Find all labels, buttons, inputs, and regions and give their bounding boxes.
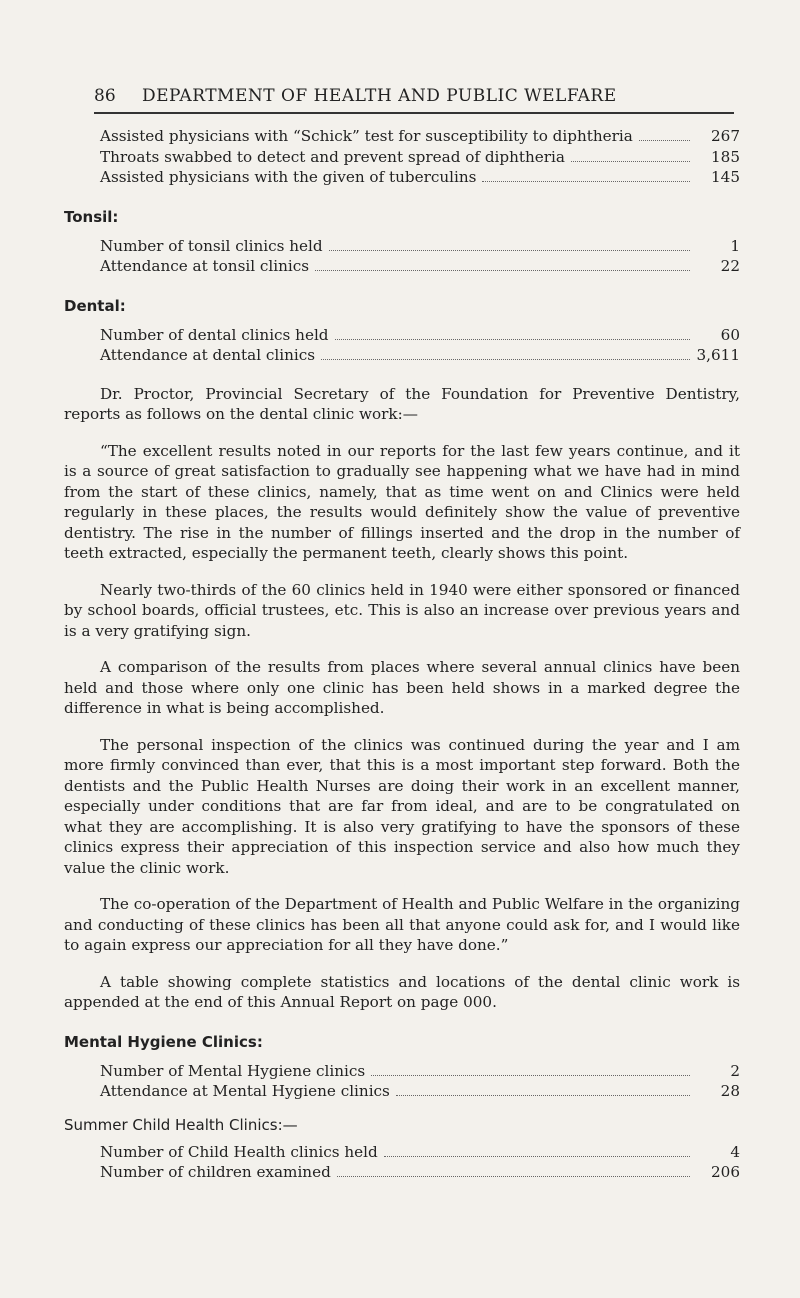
dot-leader bbox=[571, 161, 690, 162]
page-header bbox=[94, 86, 734, 114]
stat-value: 267 bbox=[711, 127, 740, 145]
stat-row bbox=[100, 167, 740, 188]
stat-label: Throats swabbed to detect and prevent spread of diphtheria bbox=[100, 147, 565, 166]
stat-label: Attendance at dental clinics bbox=[100, 346, 316, 364]
tonsil-stats bbox=[64, 236, 740, 277]
body-paragraph: “The excellent results noted in our reports for the last few years continue, and it is a source of great satisfaction to gradually see happening what we have had in mind from the start of these clinics, namely, that as time went on and Clinics were held regularly in these places, the results would definitely show the value of preventive dentistry. The rise in the number of fillings inserted and the drop in the number of teeth extracted, especially the permanent teeth, clearly shows this point. bbox=[64, 441, 740, 562]
dot-leader bbox=[337, 1176, 690, 1177]
section-heading-tonsil: Tonsil: bbox=[64, 207, 119, 226]
stat-row bbox=[100, 256, 740, 277]
stat-value: 60 bbox=[720, 325, 740, 344]
stat-row bbox=[100, 126, 740, 147]
stat-value: 1 bbox=[730, 236, 740, 255]
stat-value: 3,611 bbox=[696, 346, 740, 364]
stat-label: Assisted physicians with “Schick” test for susceptibility to diphtheria bbox=[100, 127, 633, 145]
page-body bbox=[64, 126, 740, 1183]
body-paragraph: The co-operation of the Department of Health and Public Welfare in the organizing and conducting of these clinics has been all that anyone could ask for, and I would like to again express our appreciation for all they have done.” bbox=[64, 895, 741, 954]
dot-leader bbox=[482, 181, 690, 182]
stat-value: 28 bbox=[720, 1082, 740, 1100]
stat-row bbox=[100, 236, 740, 257]
dot-leader bbox=[321, 359, 690, 360]
mental-hygiene-stats bbox=[64, 1061, 740, 1102]
stat-label: Attendance at tonsil clinics bbox=[100, 257, 310, 275]
dot-leader bbox=[396, 1095, 690, 1096]
running-head: DEPARTMENT OF HEALTH AND PUBLIC WELFARE bbox=[142, 86, 617, 106]
body-paragraph: A comparison of the results from places where several annual clinics have been held and those where only one clinic has been held shows in a marked degree the difference in what is being accomplished. bbox=[64, 658, 740, 717]
stat-row bbox=[100, 1061, 740, 1082]
stat-row bbox=[100, 1162, 740, 1183]
stat-row bbox=[100, 1081, 740, 1102]
top-stats bbox=[64, 126, 740, 188]
stat-label: Assisted physicians with the given of tuberculins bbox=[100, 168, 477, 186]
section-heading-dental: Dental: bbox=[64, 296, 126, 315]
dot-leader bbox=[335, 339, 690, 340]
stat-label: Number of Mental Hygiene clinics bbox=[100, 1061, 366, 1080]
page-number: 86 bbox=[94, 86, 116, 106]
dot-leader bbox=[639, 140, 690, 141]
stat-label: Number of tonsil clinics held bbox=[100, 236, 323, 255]
stat-value: 185 bbox=[711, 147, 740, 166]
body-paragraph: The personal inspection of the clinics was continued during the year and I am more firmly convinced than ever, that this is a most important step forward. Both the dentists and the Public Health Nurses are doing their work in an excellent manner, especially under conditions that are far from ideal, and are to be congratulated on what they are accomplishing. It is also very gratifying to have the sponsors of these clinics express their appreciation of this inspection service and also how much they value the clinic work. bbox=[64, 735, 740, 877]
dental-stats bbox=[64, 325, 740, 366]
section-heading-mental-hygiene: Mental Hygiene Clinics: bbox=[64, 1032, 263, 1051]
dot-leader bbox=[329, 250, 690, 251]
stat-value: 145 bbox=[711, 168, 740, 186]
stat-label: Attendance at Mental Hygiene clinics bbox=[100, 1082, 390, 1100]
stat-value: 4 bbox=[730, 1142, 740, 1161]
section-heading-summer-child: Summer Child Health Clinics:— bbox=[64, 1115, 298, 1134]
dot-leader bbox=[315, 270, 690, 271]
stat-row bbox=[100, 345, 740, 366]
stat-label: Number of dental clinics held bbox=[100, 325, 329, 344]
body-paragraph: A table showing complete statistics and locations of the dental clinic work is appended at the end of this Annual Report on page 000. bbox=[64, 972, 740, 1011]
dot-leader bbox=[384, 1156, 690, 1157]
stat-value: 2 bbox=[730, 1061, 740, 1080]
stat-row bbox=[100, 325, 740, 346]
body-paragraph: Nearly two-thirds of the 60 clinics held in 1940 were either sponsored or financed by school boards, official trustees, etc. This is also an increase over previous years and is a very gratifying sign. bbox=[64, 580, 740, 640]
stat-label: Number of Child Health clinics held bbox=[100, 1142, 378, 1161]
dot-leader bbox=[371, 1075, 690, 1076]
stat-row bbox=[100, 147, 740, 168]
summer-child-stats bbox=[64, 1142, 740, 1183]
stat-value: 22 bbox=[720, 257, 740, 275]
stat-value: 206 bbox=[711, 1163, 740, 1181]
body-paragraph: Dr. Proctor, Provincial Secretary of the Foundation for Preventive Dentistry, reports as follows on the dental clinic work:— bbox=[64, 384, 740, 423]
stat-label: Number of children examined bbox=[100, 1163, 331, 1181]
stat-row bbox=[100, 1142, 740, 1163]
